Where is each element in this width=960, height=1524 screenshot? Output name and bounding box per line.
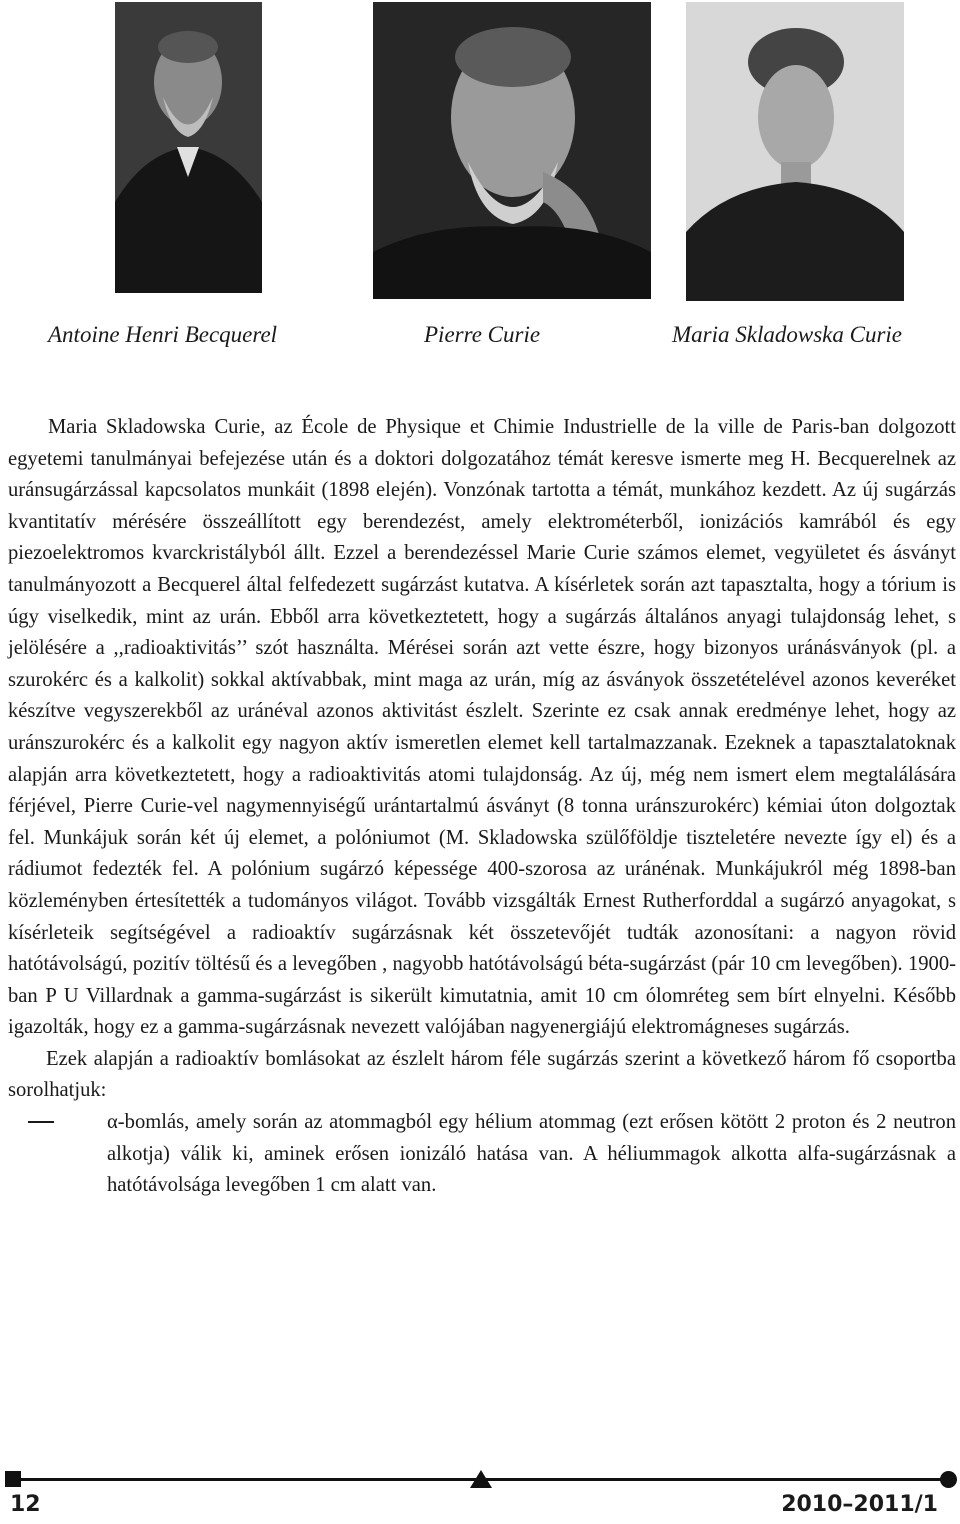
portrait-becquerel <box>115 2 262 293</box>
caption-pierre-curie: Pierre Curie <box>424 322 541 347</box>
list-item <box>8 1107 956 1202</box>
paragraph-classification-intro: Ezek alapján a radioaktív bomlásokat az észlelt három féle sugárzás szerint a következő három fő csoportba sorolhatjuk: <box>8 1047 956 1102</box>
portrait-photo-pierre-curie-icon <box>373 2 651 299</box>
page-number: 12 <box>10 1492 41 1517</box>
issue-label: 2010–2011/1 <box>781 1492 938 1517</box>
list-item-text: α-bomlás, amely során az atommagból egy hélium atommag (ezt erősen kötött 2 proton és 2 neutron alkotja) válik ki, aminek erősen ionizáló hatása van. A héliummagok alkotta alfa-sugárzásnak a hatótávolsága levegőben 1 cm alatt van. <box>107 1111 956 1197</box>
footer-triangle-icon <box>470 1470 492 1488</box>
article-body <box>8 412 956 1202</box>
dash-bullet-icon <box>28 1121 54 1123</box>
caption-becquerel: Antoine Henri Becquerel <box>48 322 278 347</box>
portrait-pierre-curie <box>373 2 651 299</box>
portrait-photo-maria-curie-icon <box>686 2 904 301</box>
portrait-maria-curie <box>686 2 904 301</box>
decay-type-list <box>8 1107 956 1202</box>
portrait-captions <box>0 322 960 362</box>
portrait-photo-becquerel-icon <box>115 2 262 293</box>
caption-maria-curie: Maria Skladowska Curie <box>672 322 902 347</box>
footer-circle-icon <box>940 1471 957 1488</box>
paragraph-curie-history: Maria Skladowska Curie, az École de Physique et Chimie Industrielle de la ville de Paris-ban dolgozott egyetemi tanulmányai befejezése után és a doktori dolgozatához témát keresve ismerte meg H. Becquerelnek az uránsugárzással kapcsolatos munkáit (1898 elején). Vonzónak tartotta a témát, munkához kezdett. Az új sugárzás kvantitatív mérésére összeállított egy berendezést, amely elektrométerből, ionizációs kamrából és egy piezoelektromos kvarckristályból állt. Ezzel a berendezéssel Marie Curie számos elemet, vegyületet és ásványt tanulmányozott a Becquerel által felfedezett sugárzást kutatva. A kísérletek során azt tapasztalta, hogy a tórium is úgy viselkedik, mint az urán. Ebből arra következtetett, hogy a sugárzás általános anyagi tulajdonság lehet, s jelölésére a ,,radioaktivitás’’ szót használta. Mérései során azt vette észre, hogy bizonyos uránásványok (pl. a szurokérc és a kalkolit) sokkal aktívabbak, mint maga az urán, míg az ásványok összetételével azonos keveréket készítve vegyszerekből az uránéval azonos aktivitást észlelt. Szerinte ez csak annak eredménye lehet, hogy az uránszurokérc és a kalkolit egy nagyon aktív ismeretlen elemet kell tartalmazzanak. Ezeknek a tapasztalatoknak alapján arra következtetett, hogy a radioaktivitás atomi tulajdonság. Az új, még nem ismert elem megtalálására férjével, Pierre Curie-vel nagymennyiségű urántartalmú ásványt (8 tonna uránszurokérc) kémiai úton dolgoztak fel. Munkájuk során két új elemet, a polóniumot (M. Skladowska szülőföldje tiszteletére nevezte így el) és a rádiumot fedezték fel. A polónium sugárzó képessége 400-szorosa az uránénak. Munkájukról még 1898-ban közleményben értesítették a tudományos világot. Tovább vizsgálták Ernest Rutherforddal a sugárzó anyagokat, s kísérleteik segítségével a radioaktív sugárzásnak két összetevőjét tudták azonosítani: a nagyon rövid hatótávolságú, pozitív töltésű és a levegőben , nagyobb hatótávolságú béta-sugárzást (pár 10 cm levegőben). 1900-ban P U Villardnak a gamma-sugárzást is sikerült kimutatnia, amit 10 cm ólomréteg sem bírt elnyelni. Később igazolták, hogy ez a gamma-sugárzásnak nevezett valójában nagyenergiájú elektromágneses sugárzás. <box>8 416 956 1039</box>
